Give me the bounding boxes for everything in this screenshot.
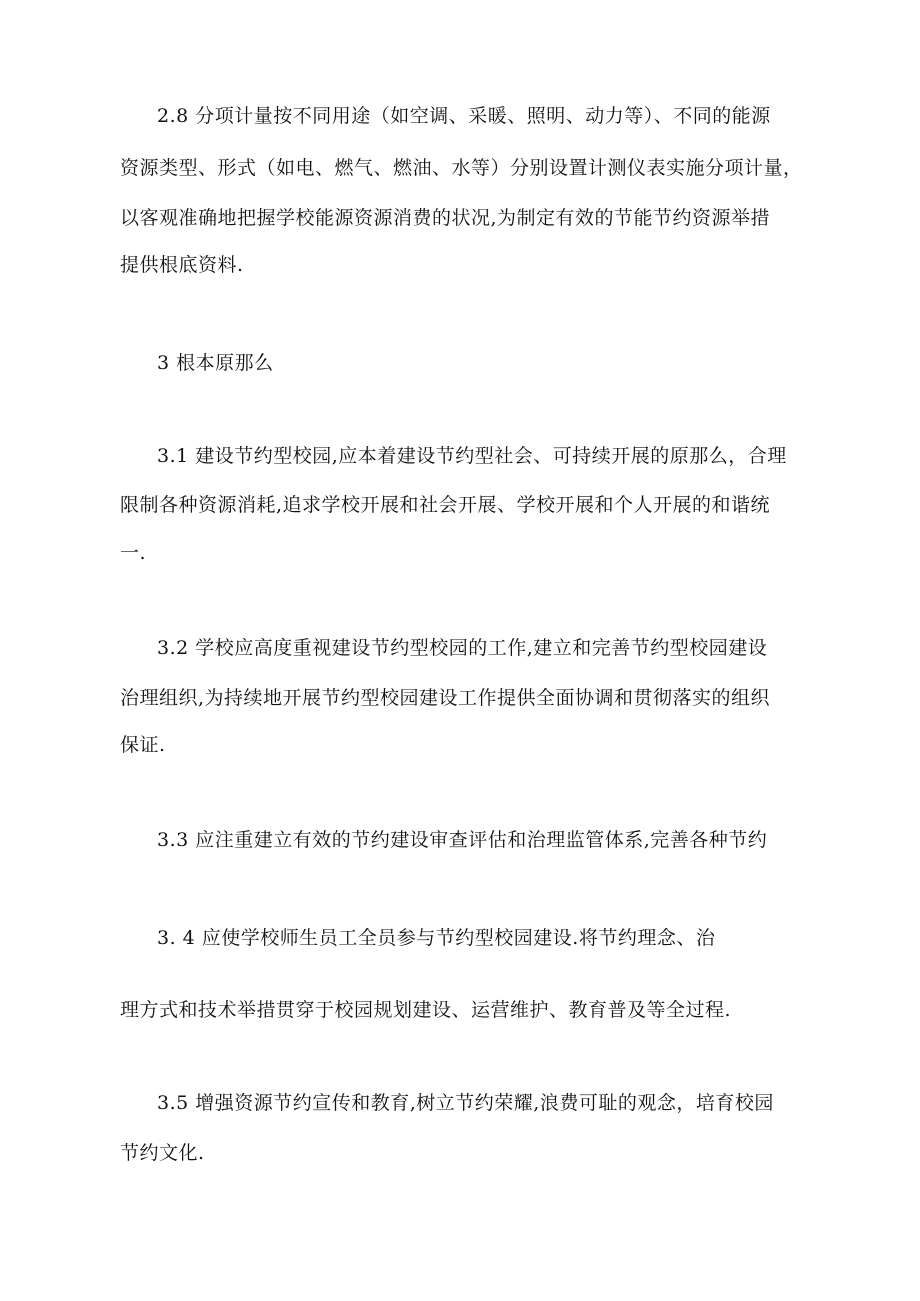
text-line: 限制各种资源消耗,追求学校开展和社会开展、学校开展和个人开展的和谐统: [120, 494, 771, 516]
text-line: 治理组织,为持续地开展节约型校园建设工作提供全面协调和贯彻落实的组织: [120, 687, 771, 709]
text-line: 一.: [120, 542, 147, 564]
text-line: 3.3 应注重建立有效的节约建设审查评估和治理监管体系,完善各种节约: [157, 829, 768, 851]
text-line: 保证.: [120, 734, 166, 756]
text-line: 3.5 增强资源节约宣传和教育,树立节约荣耀,浪费可耻的观念，培育校园: [157, 1092, 774, 1114]
text-line: 节约文化.: [120, 1142, 205, 1164]
text-line: 3.2 学校应高度重视建设节约型校园的工作,建立和完善节约型校园建设: [157, 637, 768, 659]
text-line: 3.1 建设节约型校园,应本着建设节约型社会、可持续开展的原那么，合理: [157, 445, 787, 467]
text-line: 3. 4 应使学校师生员工全员参与节约型校园建设.将节约理念、治: [157, 927, 716, 949]
section-heading: 3 根本原那么: [157, 352, 274, 374]
text-line: 资源类型、形式（如电、燃气、燃油、水等）分别设置计测仪表实施分项计量，: [120, 157, 803, 179]
text-line: 提供根底资料.: [120, 254, 244, 276]
text-line: 理方式和技术举措贯穿于校园规划建设、运营维护、教育普及等全过程.: [120, 999, 732, 1021]
text-line: 2.8 分项计量按不同用途（如空调、采暖、照明、动力等）、不同的能源: [157, 105, 771, 127]
text-line: 以客观准确地把握学校能源资源消费的状况,为制定有效的节能节约资源举措: [120, 207, 771, 229]
